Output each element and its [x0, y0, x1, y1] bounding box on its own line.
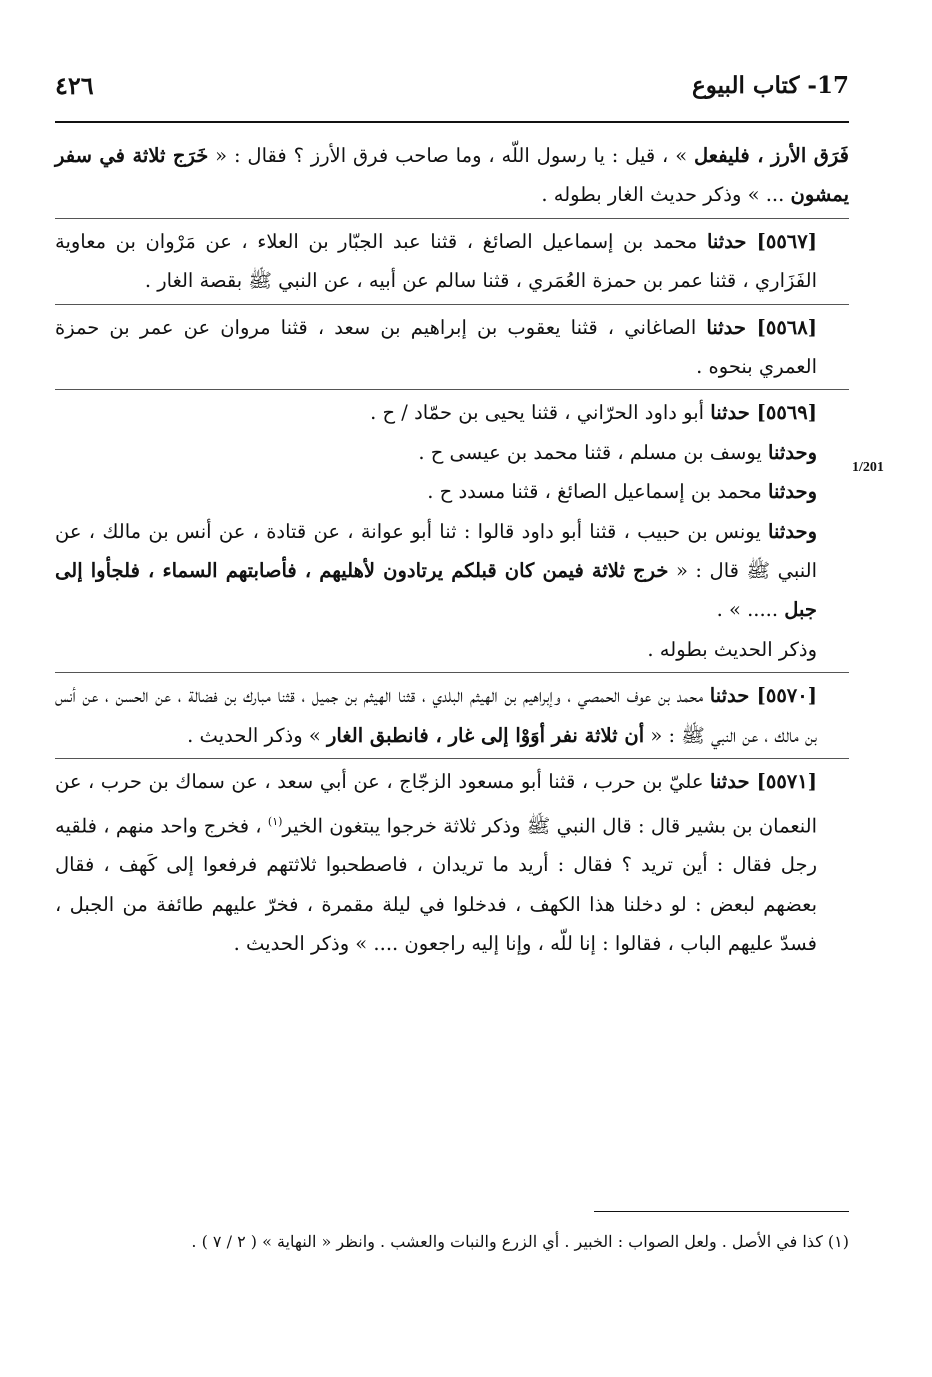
paragraph [55, 433, 849, 472]
section-divider [55, 758, 849, 759]
footnote-marker: (١) [267, 814, 283, 828]
section-divider [55, 389, 849, 390]
text-run: وذكر الحديث بطوله . [647, 637, 817, 661]
margin-reference: 1/201 [852, 460, 884, 475]
footnote-rule [594, 1211, 849, 1212]
text-run: » وذكر الحديث . [187, 723, 327, 747]
paragraph [55, 222, 849, 301]
bold-text: وحدثنا [768, 440, 817, 464]
header-rule [55, 121, 849, 123]
bold-text: [٥٥٦٨] حدثنا [706, 315, 817, 339]
paragraph [55, 393, 849, 432]
bold-text: أن ثلاثة نفر أوَوْا إلى غار ، فانطبق الغار [326, 723, 645, 747]
bold-text: خرج ثلاثة فيمن كان قبلكم يرتادون لأهليهم ، فأصابتهم السماء ، فلجأوا إلى جبل [55, 559, 817, 622]
page-header [55, 62, 849, 108]
paragraph [55, 630, 849, 669]
text-run: ، فخرج واحد منهم ، فلقيه رجل فقال : أين تريد ؟ فقال : أريد ما تريدان ، فاصطحبوا ثلاثتهم فرفعوا إلى كَهف ، فقال بعضهم لبعض : لو دخلنا هذا الكهف ، فدخلوا في ليلة مقمرة ، فخرّ عليهم طائفة من الجبل ، فسدّ عليهم الباب ، فقالوا : إنا للّه ، وإنا إليه راجعون .... » وذكر الحديث . [55, 814, 817, 956]
text-run: محمد بن إسماعيل الصائغ ، قثنا مسدد ح . [427, 480, 769, 504]
text-run: أبو داود الحرّاني ، قثنا يحيى بن حمّاد / ح . [370, 401, 711, 425]
bold-text: [٥٥٦٧] حدثنا [706, 229, 817, 253]
section-divider [55, 672, 849, 673]
bold-text: خَرَج ثلاثة في سفر يمشون [55, 144, 849, 207]
paragraph [55, 472, 849, 511]
paragraph [55, 308, 849, 387]
bold-text: [٥٥٧٠] حدثنا [709, 684, 817, 708]
bold-text: وحدثنا [768, 519, 817, 543]
paragraph [55, 136, 849, 215]
text-run: محمد بن إسماعيل الصائغ ، قثنا عبد الجبّار بن العلاء ، عن مَرْوان بن معاوية الفَزَاري ، قثنا عمر بن حمزة العُمَري ، قثنا سالم عن أبيه ، عن النبي ﷺ بقصة الغار . [55, 229, 817, 293]
text-run: يونس بن حبيب ، قثنا أبو داود قالوا : ثنا أبو عوانة ، عن قتادة ، عن أنس بن مالك ، عن النبي ﷺ قال : « [55, 519, 817, 583]
bold-text: فَرَق الأرز ، فليفعل [694, 144, 849, 167]
chapter-title: 17- كتاب البيوع [691, 71, 849, 99]
page-number: ٤٢٦ [55, 70, 94, 100]
text-run: ... » وذكر حديث الغار بطوله . [541, 183, 791, 207]
text-run: عليّ بن حرب ، قثنا أبو مسعود الزجّاج ، عن أبي سعد ، عن سماك بن حرب ، عن النعمان بن بشير قال : قال النبي ﷺ وذكر ثلاثة خرجوا يبتغون الخير [55, 770, 817, 837]
section-divider [55, 304, 849, 305]
text-run: » ، قيل : يا رسول اللّه ، وما صاحب فرق الأرز ؟ فقال : « [208, 144, 695, 167]
paragraph [55, 762, 849, 964]
text-run: يوسف بن مسلم ، قثنا محمد بن عيسى ح . [418, 440, 769, 464]
text-run: محمد بن عوف الحمصي ، وإبراهيم بن الهيثم البلدي ، قثنا الهيثم بن جميل ، قثنا مبارك بن فضالة ، عن الحسن ، عن أنس بن مالك ، عن النبي ﷺ : « [55, 684, 817, 747]
bold-text: [٥٥٦٩] حدثنا [710, 401, 817, 425]
text-run: ..... » . [716, 598, 785, 622]
footnote: (١) كذا في الأصل . ولعل الصواب : الخبير . أي الزرع والنبات والعشب . وانظر « النهاية » ( ٢ / ٧ ) . [191, 1232, 849, 1251]
bold-text: وحدثنا [768, 480, 817, 504]
section-divider [55, 218, 849, 219]
body-text [55, 136, 849, 964]
paragraph [55, 512, 849, 630]
text-run: الصاغاني ، قثنا يعقوب بن إبراهيم بن سعد ، قثنا مروان عن عمر بن حمزة العمري بنحوه . [55, 315, 817, 379]
paragraph [55, 676, 849, 755]
bold-text: [٥٥٧١] حدثنا [709, 770, 817, 794]
